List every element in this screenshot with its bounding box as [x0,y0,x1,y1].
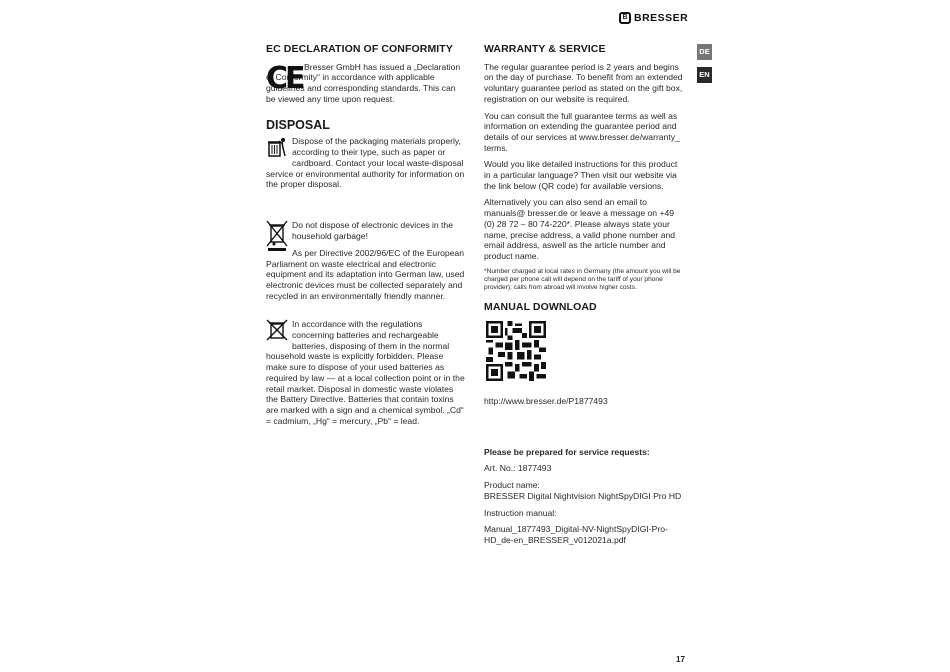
brand-name: BRESSER [634,12,689,24]
recycle-bin-icon [266,136,288,158]
instruction-manual-label: Instruction manual: [484,507,557,518]
warranty-paragraph-2: You can consult the full guarantee terms as well as information on extending the guarantee period and details of our services at www.bresser.de/warranty_ terms. [484,110,680,153]
battery-disposal-text: In accordance with the regulations concerning batteries and rechargeable batteries, disposing of them in the normal household waste is explicitly forbidden. Please make sure to dispose of your used batteries as required by law — at a local collection point or in the retail market. Disposal in domestic waste violates the Battery Directive. Batteries that contain toxins are marked with a sign and a chemical symbol. „Cd“ = cadmium, „Hg“ = mercury, „Pb“ = lead. [266,319,465,426]
disposal-heading: DISPOSAL [266,117,330,132]
crossed-bin-icon [266,220,288,252]
service-requests-heading: Please be prepared for service requests: [484,446,650,457]
battery-disposal-block [266,319,466,426]
language-tab-de[interactable]: DE [697,44,712,60]
warranty-paragraph-3: Would you like detailed instructions for this product in a particular language? Then visit our website via the link below (QR code) for available versions. [484,159,678,191]
ec-declaration-block [266,62,466,120]
packaging-disposal-text: Dispose of the packaging materials properly, according to their type, such as paper or cardboard. Contact your local waste-disposal service or environmental authority for information on the proper disposal. [266,136,465,190]
ce-mark-icon: CE [266,60,303,96]
ec-declaration-heading: EC DECLARATION OF CONFORMITY [266,43,453,55]
product-name-value: BRESSER Digital Nightvision NightSpyDIGI Pro HD [484,490,682,501]
weee-directive-text: As per Directive 2002/96/EC of the European Parliament on waste electrical and electronic equipment and its adaptation into German law, used electronic devices must be collected separately and recycled in an environmentally friendly manner. [266,247,465,301]
article-number: Art. No.: 1877493 [484,463,552,474]
page-number: 17 [676,655,685,664]
manual-download-link[interactable]: http://www.bresser.de/P1877493 [484,396,608,407]
left-column [266,44,466,432]
brand-logo [619,11,688,25]
product-name-label: Product name: [484,480,540,491]
warranty-footnote: *Number charged at local rates in Germany (the amount you will be charged per phone call will depend on the tariff of your phone provider); calls from abroad will involve higher costs. [484,267,681,291]
packaging-disposal-block [266,136,466,202]
brand-mark: B [619,12,631,24]
weee-block [266,220,466,301]
warranty-heading: WARRANTY & SERVICE [484,43,606,55]
crossed-bin-battery-icon [266,319,288,341]
warranty-paragraph-4: Alternatively you can also send an email to manuals@ bresser.de or leave a message on +49 (0) 28 72 – 80 74-220*. Please always state your name, precise address, a valid phone number and email address, aswell as the article number and product name. [484,197,676,261]
instruction-manual-filename: Manual_1877493_Digital-NV-NightSpyDIGI-Pro-HD_de-en_BRESSER_v012021a.pdf [484,524,668,545]
ec-declaration-text: Bresser GmbH has issued a „Declaration of Conformity“ in accordance with applicable guidelines and corresponding standards. This can be viewed any time upon request. [266,61,461,104]
language-tab-en[interactable]: EN [697,67,712,83]
warranty-paragraph-1: The regular guarantee period is 2 years and begins on the day of purchase. To benefit from an extended voluntary guarantee period as stated on the gift box, registration on our website is required. [484,61,683,104]
right-column [484,44,684,552]
weee-warning-text: Do not dispose of electronic devices in the household garbage! [292,220,453,242]
manual-download-heading: MANUAL DOWNLOAD [484,300,597,313]
qr-code-icon[interactable] [486,321,546,381]
